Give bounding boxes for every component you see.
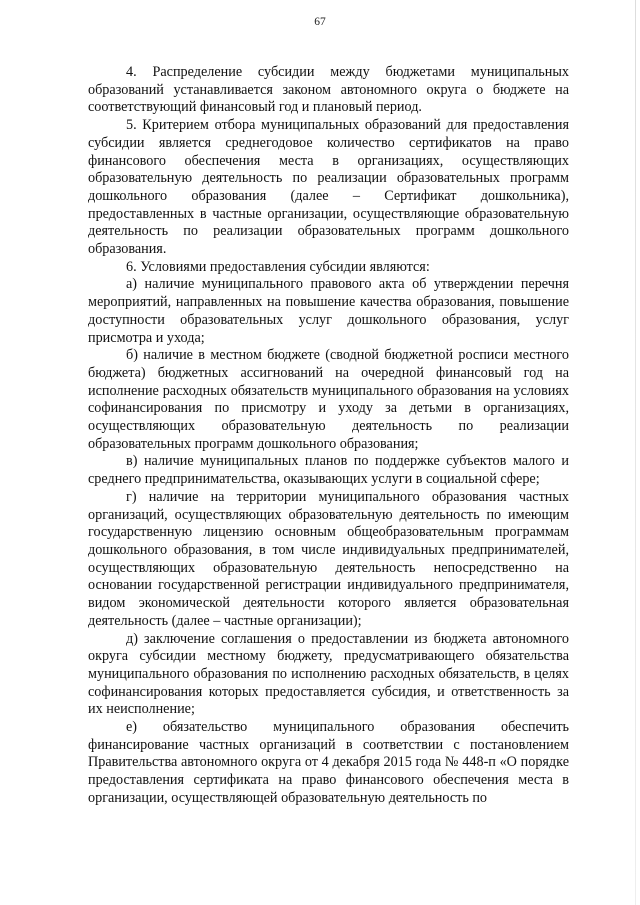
clause-e: е) обязательство муниципального образования обеспечить финансирование частных организаций в соответствии с постановлением Правительства автономного округа от 4 декабря 2015 года № 448-п «О порядке предоставления сертификата на право финансового обеспечения места в организации, осуществляющей образовательную деятельность по bbox=[88, 719, 569, 806]
clause-d: д) заключение соглашения о предоставлении из бюджета автономного округа субсидии местному бюджету, предусматривающего обязательства муниципального образования по исполнению расходных обязательств, в целях софинансирования которых предоставляется субсидия, и ответственность за их неисполнение; bbox=[88, 630, 569, 718]
document-body bbox=[88, 64, 569, 808]
clause-b: б) наличие в местном бюджете (сводной бюджетной росписи местного бюджета) бюджетных ассигнований на очередной финансовый год на исполнение расходных обязательств муниципального образования на условиях софинансирования по присмотру и уходу за детьми в организациях, осуществляющих образовательную деятельность по реализации образовательных программ дошкольного образования; bbox=[88, 347, 569, 452]
paragraph-5: 5. Критерием отбора муниципальных образований для предоставления субсидии является среднегодовое количество сертификатов на право финансового обеспечения места в организациях, осуществляющих образовательную деятельность по реализации образовательных программ дошкольного образования (далее – Сертификат дошкольника), предоставленных в частные организации, осуществляющие образовательную деятельность по реализации образовательных программ дошкольного образования. bbox=[88, 117, 569, 258]
clause-g: г) наличие на территории муниципального образования частных организаций, осуществляющих образовательную деятельность по имеющим государственную лицензию основным общеобразовательным программам дошкольного образования, в том числе индивидуальных предпринимателей, осуществляющих образовательную деятельность непосредственно на основании государственной регистрации индивидуального предпринимателя, видом экономической деятельности которого является образовательная деятельность (далее – частные организации); bbox=[88, 488, 569, 629]
page-number: 67 bbox=[314, 16, 326, 28]
scan-edge bbox=[635, 0, 636, 905]
clause-v: в) наличие муниципальных планов по поддержке субъектов малого и среднего предпринимательства, оказывающих услуги в социальной сфере; bbox=[88, 453, 569, 488]
paragraph-6: 6. Условиями предоставления субсидии являются: bbox=[126, 258, 430, 275]
paragraph-4: 4. Распределение субсидии между бюджетами муниципальных образований устанавливается законом автономного округа о бюджете на соответствующий финансовый год и плановый период. bbox=[88, 64, 569, 116]
clause-a: а) наличие муниципального правового акта об утверждении перечня мероприятий, направленных на повышение качества образования, повышение доступности образовательных услуг дошкольного образования, услуг присмотра и ухода; bbox=[88, 276, 569, 346]
